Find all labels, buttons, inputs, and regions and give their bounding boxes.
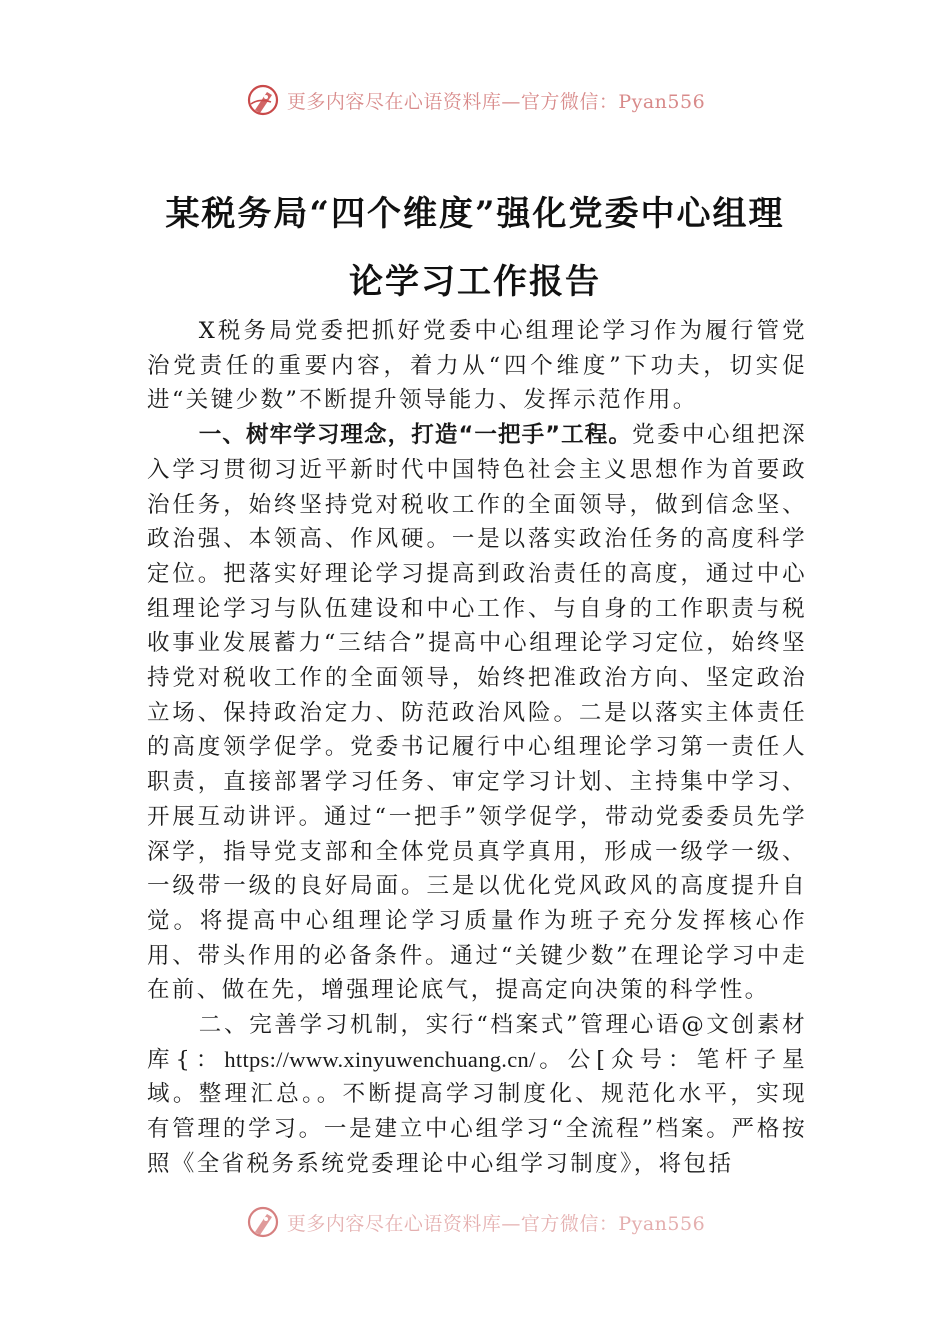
section-1-heading: 一、树牢学习理念，打造“一把手”工程。 bbox=[198, 422, 632, 449]
section-2-heading-text: 二、完善学习机制，实行“档案式”管理心语@文创素材库{： bbox=[147, 1012, 807, 1073]
pen-nib-logo-icon bbox=[245, 1204, 281, 1240]
document-body bbox=[147, 314, 807, 1182]
paragraph-section-1 bbox=[147, 418, 807, 1008]
website-url: https://www.xinyuwenchuang.cn/ bbox=[224, 1046, 536, 1072]
paragraph-intro: X税务局党委把抓好党委中心组理论学习作为履行管党治党责任的重要内容，着力从“四个维度”下功夫，切实促进“关键少数”不断提升领导能力、发挥示范作用。 bbox=[147, 318, 807, 414]
section-1-body: 党委中心组把深入学习贯彻习近平新时代中国特色社会主义思想作为首要政治任务，始终坚持党对税收工作的全面领导，做到信念坚、政治强、本领高、作风硬。一是以落实政治任务的高度科学定位。把落实好理论学习提高到政治责任的高度，通过中心组理论学习与队伍建设和中心工作、与自身的工作职责与税收事业发展蓄力“三结合”提高中心组理论学习定位，始终坚持党对税收工作的全面领导，始终把准政治方向、坚定政治立场、保持政治定力、防范政治风险。二是以落实主体责任的高度领学促学。党委书记履行中心组理论学习第一责任人职责，直接部署学习任务、审定学习计划、主持集中学习、开展互动讲评。通过“一把手”领学促学，带动党委委员先学深学，指导党支部和全体党员真学真用，形成一级学一级、一级带一级的良好局面。三是以优化党风政风的高度提升自觉。将提高中心组理论学习质量作为班子充分发挥核心作用、带头作用的必备条件。通过“关键少数”在理论学习中走在前、做在先，增强理论底气，提高定向决策的科学性。 bbox=[147, 422, 807, 1004]
paragraph-section-2 bbox=[147, 1008, 807, 1182]
document-title-line-1: 某税务局“四个维度”强化党委中心组理 bbox=[165, 194, 785, 234]
document-title-line-2: 论学习工作报告 bbox=[349, 262, 601, 302]
footer-watermark-text: 更多内容尽在心语资料库—官方微信：Pyan556 bbox=[286, 1212, 706, 1235]
footer-watermark bbox=[0, 1204, 950, 1240]
header-watermark-text: 更多内容尽在心语资料库—官方微信：Pyan556 bbox=[286, 90, 706, 113]
section-2-body: 。公[众号：笔杆子星域。整理汇总。。不断提高学习制度化、规范化水平，实现有管理的学习。一是建立中心组学习“全流程”档案。严格按照《全省税务系统党委理论中心组学习制度》，将包括 bbox=[147, 1046, 808, 1177]
